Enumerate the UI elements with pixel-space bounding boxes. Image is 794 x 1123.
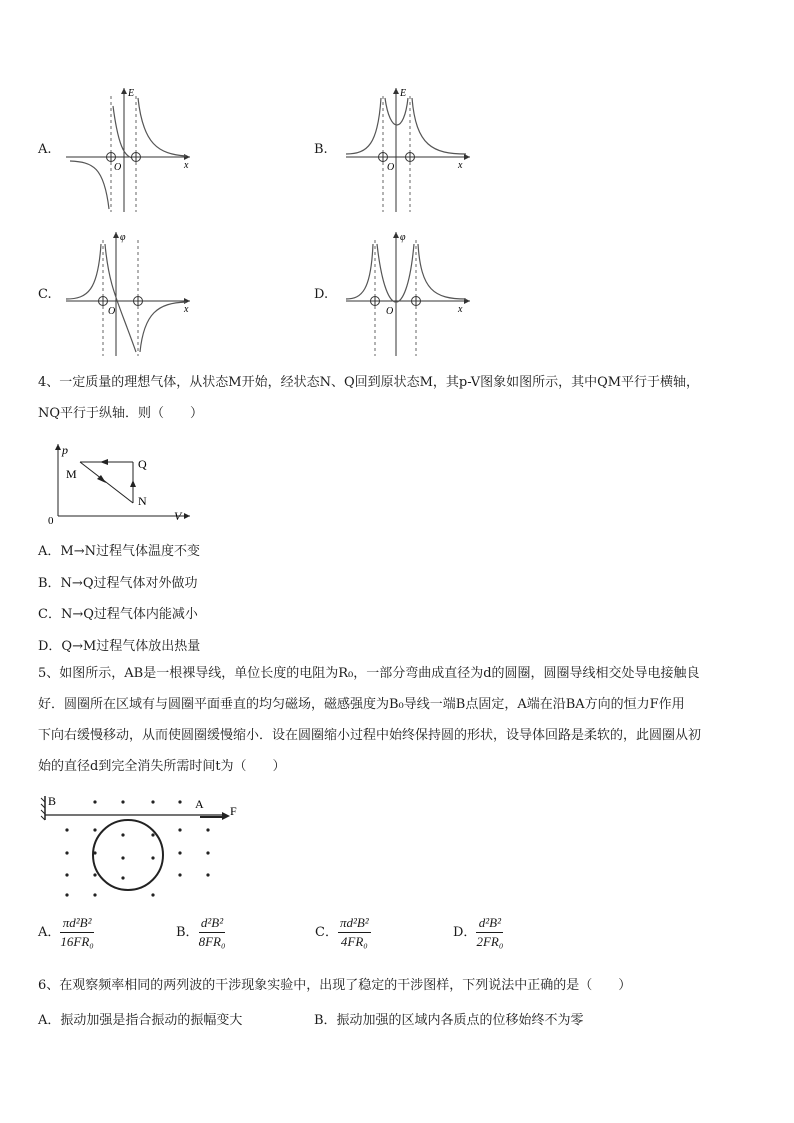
loop-f-label: F	[230, 804, 237, 818]
question-4-line-1: 4、一定质量的理想气体，从状态M开始，经状态N、Q回到原状态M，其p-V图象如图所示，其中QM平行于横轴，	[38, 375, 700, 390]
option-d-label: D.	[314, 287, 329, 302]
graph-option-b	[338, 84, 478, 214]
option-c-label: C.	[38, 287, 52, 302]
graph-option-a	[58, 84, 198, 214]
graph-c-axis-label: φ	[120, 232, 126, 243]
graph-option-d	[338, 228, 478, 358]
question-5-option-c: C． $\frac{\text{πd²B²}}{\text{4FR₀}}$	[315, 915, 369, 949]
question-6-stem: 6、在观察频率相同的两列波的干涉现象实验中，出现了稳定的干涉图样，下列说法中正确的是（ ）	[38, 978, 632, 993]
question-5-option-d: D． $\frac{\text{d²B²}}{\text{2FR₀}}$	[453, 915, 504, 949]
pv-v-label: V	[174, 509, 182, 523]
pv-m-label: M	[66, 467, 77, 481]
question-6-option-a: A．振动加强是指合振动的振幅变大	[38, 1013, 243, 1028]
graph-a-axis-label: E	[128, 88, 135, 99]
graph-a-origin: O	[114, 162, 122, 173]
question-5-option-b: B． $\frac{\text{d²B²}}{\text{8FR₀}}$	[176, 915, 226, 949]
question-4-option-b: B．N→Q过程气体对外做功	[38, 576, 198, 591]
graph-a-x-label: x	[184, 160, 189, 171]
question-5-line-4: 始的直径d到完全消失所需时间t为（ ）	[38, 759, 286, 774]
question-5-option-a: A． $\frac{\text{πd²B²}}{\text{16FR₀}}$	[38, 915, 94, 949]
question-5-loop-diagram	[40, 790, 250, 905]
loop-a-label: A	[195, 797, 204, 811]
option-b-label: B.	[314, 142, 328, 157]
question-4-option-d: D．Q→M过程气体放出热量	[38, 639, 201, 654]
pv-q-label: Q	[138, 457, 147, 471]
loop-b-label: B	[48, 794, 57, 808]
question-4-line-2: NQ平行于纵轴．则（ ）	[38, 406, 204, 421]
graph-d-x-label: x	[458, 304, 463, 315]
question-5-line-3: 下向右缓慢移动，从而使圆圈缓慢缩小．设在圆圈缩小过程中始终保持圆的形状，设导体回路是柔软的，此圆圈从初	[38, 728, 702, 743]
graph-b-axis-label: E	[400, 88, 407, 99]
question-4-stem	[38, 367, 758, 429]
graph-b-origin: O	[387, 162, 395, 173]
graph-d-axis-label: φ	[400, 232, 406, 243]
pv-n-label: N	[138, 494, 147, 508]
question-4-option-c: C．N→Q过程气体内能减小	[38, 607, 198, 622]
question-5-stem	[38, 658, 758, 782]
question-4-pv-diagram	[40, 440, 200, 530]
question-5-line-1: 5、如图所示，AB是一根裸导线，单位长度的电阻为R₀，一部分弯曲成直径为d的圆圈，圆圈导线相交处导电接触良	[38, 666, 700, 681]
pv-origin-label: 0	[48, 515, 54, 527]
question-6-option-b: B．振动加强的区域内各质点的位移始终不为零	[314, 1013, 584, 1028]
option-a-label: A.	[38, 142, 52, 157]
question-5-line-2: 好．圆圈所在区域有与圆圈平面垂直的均匀磁场，磁感强度为B₀导线一端B点固定，A端在沿BA方向的恒力F作用	[38, 697, 685, 712]
pv-p-label: p	[62, 443, 68, 457]
question-4-option-a: A．M→N过程气体温度不变	[38, 544, 200, 559]
graph-d-origin: O	[386, 306, 394, 317]
graph-c-origin: O	[108, 306, 116, 317]
graph-b-x-label: x	[458, 160, 463, 171]
graph-option-c	[58, 228, 198, 358]
graph-c-x-label: x	[184, 304, 189, 315]
